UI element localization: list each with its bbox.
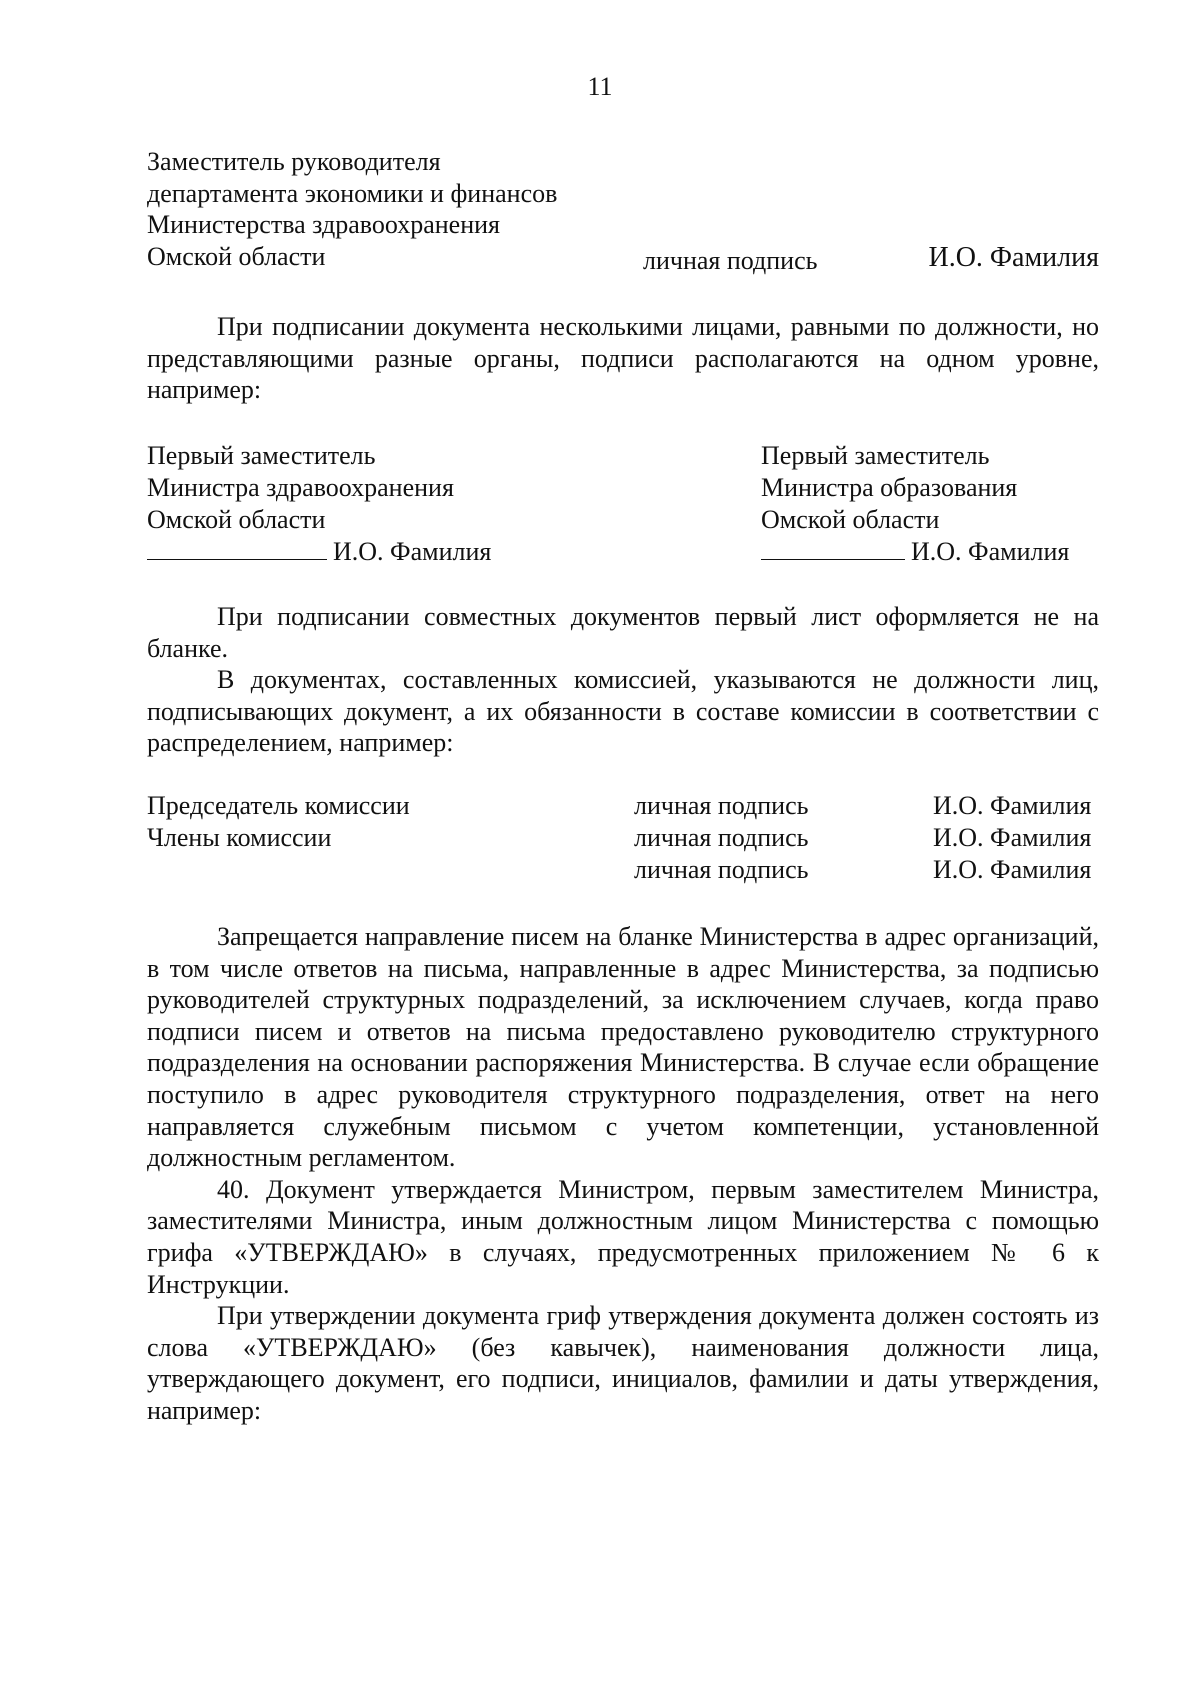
paragraph: Запрещается направление писем на бланке Министерства в адрес организаций, в том числе ответов на письма, направленные в адрес Министерства, за подписью руководителей структурных подразделений, за исключением случаев, когда право подписи писем и ответов на письма предоставлено руководителю структурного подразделения на основании распоряжения Министерства. В случае если обращение поступило в адрес руководителя структурного подразделения, ответ на него направляется служебным письмом с учетом компетенции, установленной должностным регламентом. [147,922,1099,1173]
position-line: Омской области [147,241,326,271]
page-number: 11 [587,72,613,101]
signature-line [761,537,905,560]
commission-row [147,790,1099,822]
paragraph: 40. Документ утверждается Министром, первым заместителем Министра, заместителями Министра, иным должностным лицом Министерства с помощью грифа «УТВЕРЖДАЮ» в случаях, предусмотренных приложением № 6 к Инструкции. [147,1174,1099,1299]
signer-name: И.О. Фамилия [928,242,1099,273]
signer-name: И.О. Фамилия [933,855,1092,884]
position-line: Заместитель руководителя [147,147,441,176]
signer-name: И.О. Фамилия [933,823,1092,852]
commission-row [147,822,1099,854]
paragraph: При подписании совместных документов первый лист оформляется не на бланке. [147,602,1099,663]
signature-line [147,537,327,560]
commission-signature-block [147,790,1099,886]
position-line: Министерства здравоохранения [147,210,500,239]
paragraph: При подписании документа несколькими лицами, равными по должности, но представляющими разные органы, подписи располагаются на одном уровне, например: [147,312,1099,405]
position-line: Первый заместитель [761,441,990,470]
commission-role: Председатель комиссии [147,791,410,820]
paragraph: В документах, составленных комиссией, указываются не должности лиц, подписывающих документ, а их обязанности в составе комиссии в соответствии с распределением, например: [147,665,1099,758]
position-line: Омской области [761,505,940,534]
signer-name: И.О. Фамилия [911,537,1070,566]
signature-placeholder: личная подпись [634,791,809,820]
paragraphs-final [147,921,1099,1427]
signature-placeholder: личная подпись [634,855,809,884]
commission-row [147,854,1099,886]
joint-signature-right [761,440,1101,568]
position-line: Министра здравоохранения [147,473,454,502]
joint-signature-left [147,440,567,568]
position-line: Министра образования [761,473,1018,502]
position-line: департамента экономики и финансов [147,178,558,208]
signer-name: И.О. Фамилия [933,791,1092,820]
commission-role: Члены комиссии [147,823,332,852]
paragraph-equal-positions [147,311,1099,406]
signature-placeholder: личная подпись [643,246,818,275]
paragraphs-joint-documents [147,601,1099,759]
position-line: Омской области [147,505,326,534]
signer-name: И.О. Фамилия [333,537,492,566]
position-line: Первый заместитель [147,441,376,470]
signature-block-deputy-head [147,146,557,272]
paragraph: При утверждении документа гриф утверждения документа должен состоять из слова «УТВЕРЖДАЮ» (без кавычек), наименования должности лица, утверждающего документ, его подписи, инициалов, фамилии и даты утверждения, например: [147,1301,1099,1425]
signature-placeholder: личная подпись [634,823,809,852]
